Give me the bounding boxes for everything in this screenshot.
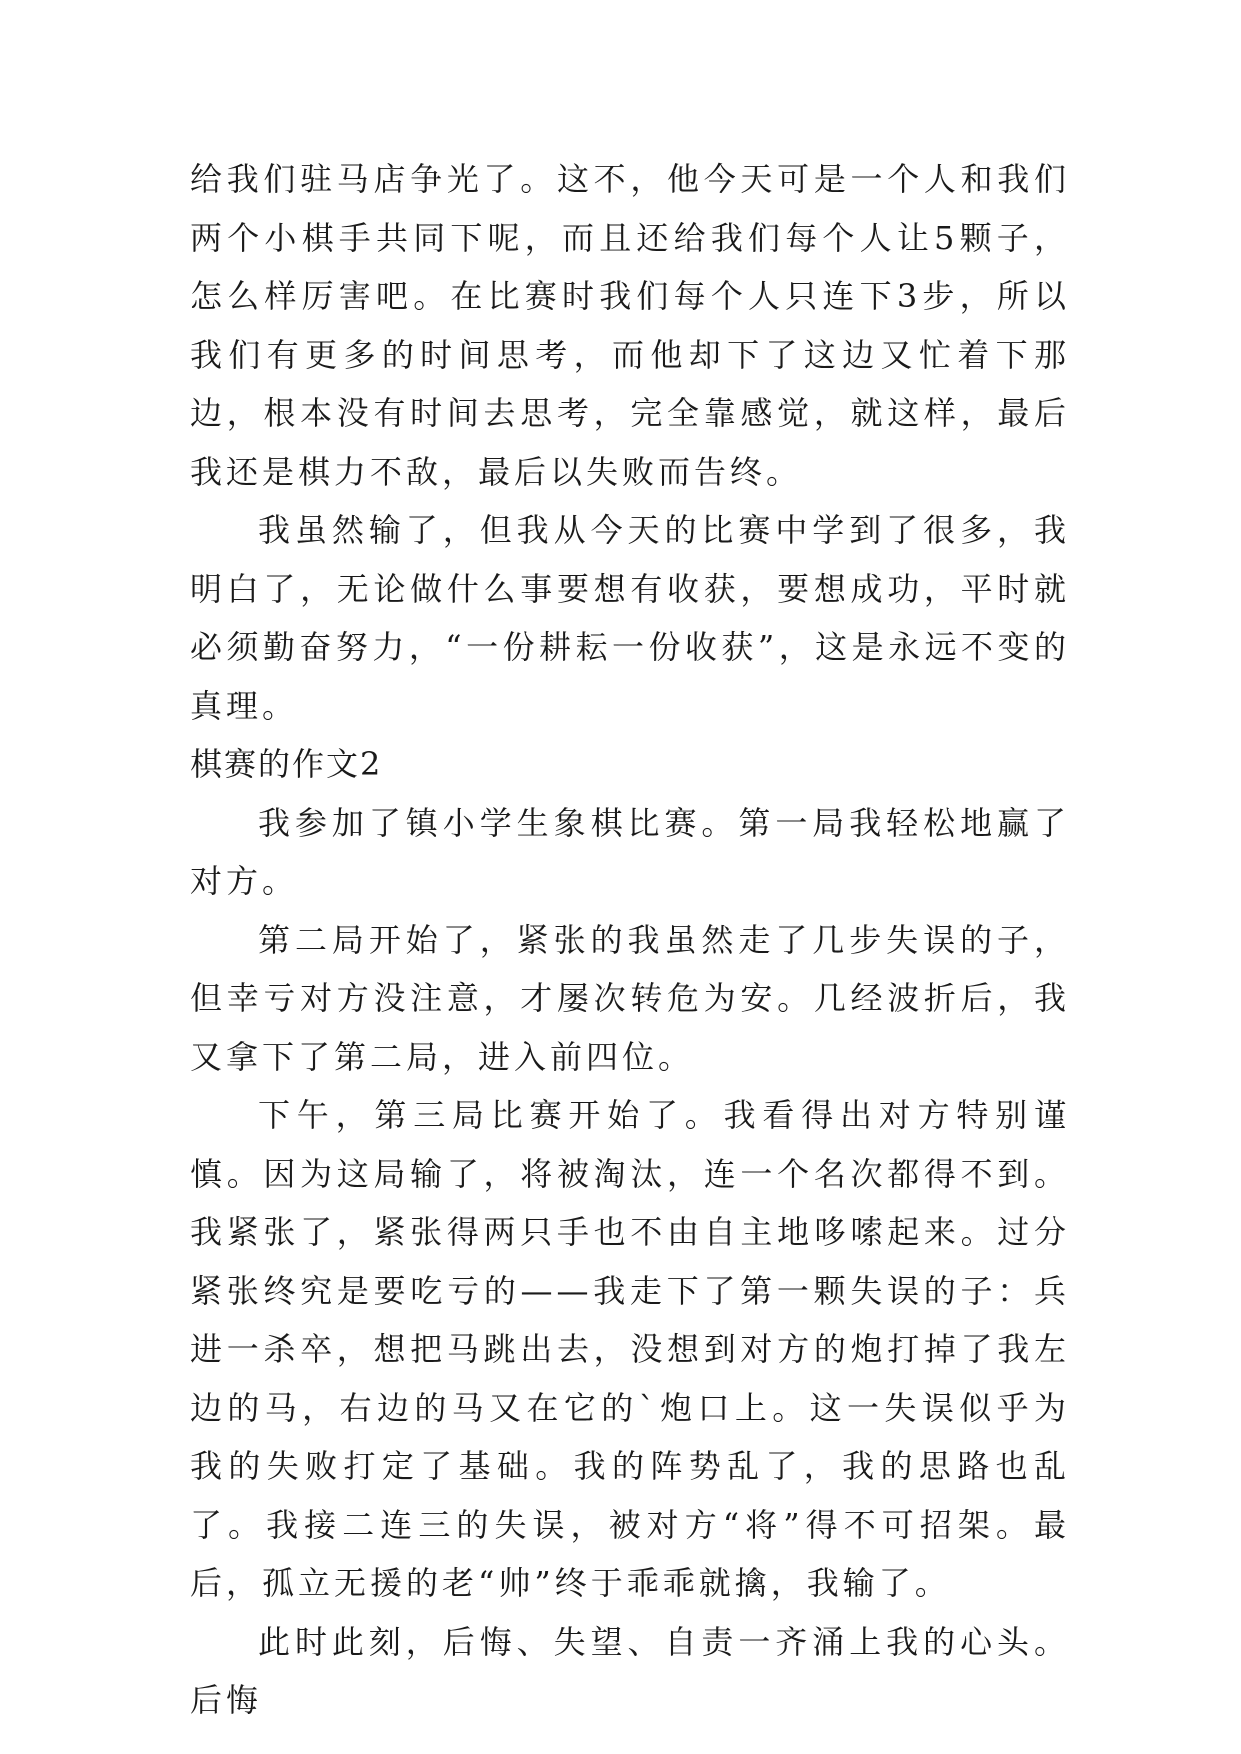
document-body: [190, 150, 1070, 1730]
paragraph-3: 我参加了镇小学生象棋比赛。第一局我轻松地赢了对方。: [190, 803, 1070, 900]
paragraph-6: 此时此刻，后悔、失望、自责一齐涌上我的心头。后悔: [190, 1622, 1070, 1719]
paragraph-1: 给我们驻马店争光了。这不，他今天可是一个人和我们两个小棋手共同下呢，而且还给我们每个人让5颗子，怎么样厉害吧。在比赛时我们每个人只连下3步，所以我们有更多的时间思考，而他却下了这边又忙着下那边，根本没有时间去思考，完全靠感觉，就这样，最后我还是棋力不敌，最后以失败而告终。: [190, 160, 1070, 491]
paragraph-5: 下午，第三局比赛开始了。我看得出对方特别谨慎。因为这局输了，将被淘汰，连一个名次都得不到。我紧张了，紧张得两只手也不由自主地哆嗦起来。过分紧张终究是要吃亏的——我走下了第一颗失误的子：兵进一杀卒，想把马跳出去，没想到对方的炮打掉了我左边的马，右边的马又在它的`炮口上。这一失误似乎为我的失败打定了基础。我的阵势乱了，我的思路也乱了。我接二连三的失误，被对方“将”得不可招架。最后，孤立无援的老“帅”终于乖乖就擒，我输了。: [190, 1096, 1070, 1602]
section-heading: 棋赛的作文2: [190, 745, 383, 783]
paragraph-2: 我虽然输了，但我从今天的比赛中学到了很多，我明白了，无论做什么事要想有收获，要想成功，平时就必须勤奋努力，“一份耕耘一份收获”，这是永远不变的真理。: [190, 511, 1070, 725]
paragraph-4: 第二局开始了，紧张的我虽然走了几步失误的子，但幸亏对方没注意，才屡次转危为安。几经波折后，我又拿下了第二局，进入前四位。: [190, 920, 1070, 1076]
